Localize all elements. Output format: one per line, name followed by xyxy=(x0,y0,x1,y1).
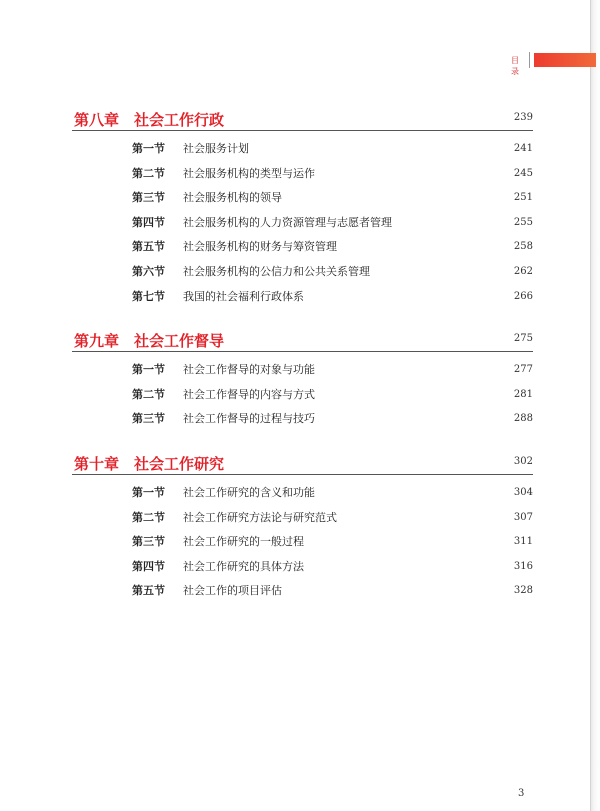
toc-entry[interactable] xyxy=(72,530,533,555)
section-page-number: 251 xyxy=(513,192,533,204)
header-divider xyxy=(529,52,530,68)
section-title: 社会工作研究的一般过程 xyxy=(183,535,304,549)
section-page-number: 304 xyxy=(513,487,533,498)
toc-entry[interactable] xyxy=(72,579,533,604)
section-number: 第五节 xyxy=(132,584,165,598)
toc-entry[interactable] xyxy=(72,555,533,580)
section-title: 社会工作研究方法论与研究范式 xyxy=(183,510,337,524)
toc-entry[interactable] xyxy=(72,211,533,236)
chapter-8 xyxy=(72,108,533,309)
section-number: 第五节 xyxy=(132,240,165,254)
toc-entry[interactable] xyxy=(72,186,533,211)
section-number: 第四节 xyxy=(132,215,165,229)
section-number: 第四节 xyxy=(132,559,165,573)
chapter-page-number: 302 xyxy=(513,456,533,467)
section-page-number: 262 xyxy=(513,265,533,277)
toc-entry[interactable] xyxy=(72,407,533,432)
chapter-page-number: 275 xyxy=(513,333,533,344)
section-list xyxy=(72,481,533,604)
toc-entry[interactable] xyxy=(72,285,533,310)
section-page-number: 281 xyxy=(513,388,533,400)
toc-entry[interactable] xyxy=(72,383,533,408)
section-title: 社会服务机构的公信力和公共关系管理 xyxy=(183,264,370,278)
section-title: 社会工作督导的内容与方式 xyxy=(183,387,315,401)
chapter-heading xyxy=(72,108,533,131)
toc-entry[interactable] xyxy=(72,137,533,162)
chapter-title[interactable]: 第八章 社会工作行政 xyxy=(74,111,225,129)
toc-entry[interactable] xyxy=(72,506,533,531)
section-number: 第三节 xyxy=(132,412,165,426)
section-number: 第七节 xyxy=(132,289,165,303)
section-number: 第一节 xyxy=(132,142,165,155)
chapter-title[interactable]: 第十章 社会工作研究 xyxy=(74,455,225,473)
section-title: 社会服务机构的财务与筹资管理 xyxy=(183,240,337,254)
section-number: 第三节 xyxy=(132,191,165,205)
section-title: 我国的社会福利行政体系 xyxy=(183,289,304,303)
page-folio: 3 xyxy=(518,788,525,799)
section-page-number: 255 xyxy=(513,216,533,228)
section-page-number: 307 xyxy=(513,511,533,523)
toc-entry[interactable] xyxy=(72,235,533,260)
section-page-number: 258 xyxy=(513,241,533,253)
section-title: 社会服务机构的人力资源管理与志愿者管理 xyxy=(183,215,392,229)
section-page-number: 266 xyxy=(513,290,533,302)
page-edge-line xyxy=(590,0,591,811)
section-title: 社会服务机构的类型与运作 xyxy=(183,166,315,180)
chapter-page-number: 239 xyxy=(513,112,533,123)
toc-entry[interactable] xyxy=(72,162,533,187)
section-number: 第三节 xyxy=(132,535,165,549)
toc-entry[interactable] xyxy=(72,481,533,506)
section-page-number: 245 xyxy=(513,167,533,179)
section-page-number: 241 xyxy=(513,143,533,154)
section-page-number: 316 xyxy=(513,560,533,572)
chapter-9 xyxy=(72,329,533,432)
section-title: 社会工作研究的具体方法 xyxy=(183,559,304,573)
section-title: 社会工作督导的对象与功能 xyxy=(183,363,315,376)
section-page-number: 311 xyxy=(513,536,533,548)
section-number: 第二节 xyxy=(132,510,165,524)
section-number: 第六节 xyxy=(132,264,165,278)
chapter-title[interactable]: 第九章 社会工作督导 xyxy=(74,332,225,350)
section-title: 社会服务计划 xyxy=(183,142,249,155)
chapter-heading xyxy=(72,329,533,352)
section-page-number: 277 xyxy=(513,364,533,375)
section-number: 第一节 xyxy=(132,486,165,499)
section-list xyxy=(72,137,533,309)
header-accent-bar xyxy=(534,53,596,67)
section-title: 社会工作研究的含义和功能 xyxy=(183,486,315,499)
section-list xyxy=(72,358,533,432)
section-number: 第二节 xyxy=(132,387,165,401)
section-title: 社会工作的项目评估 xyxy=(183,584,282,598)
toc-entry[interactable] xyxy=(72,260,533,285)
page-edge-shadow xyxy=(590,0,600,811)
section-title: 社会服务机构的领导 xyxy=(183,191,282,205)
section-page-number: 328 xyxy=(513,585,533,597)
section-title: 社会工作督导的过程与技巧 xyxy=(183,412,315,426)
section-page-number: 288 xyxy=(513,413,533,425)
chapter-10 xyxy=(72,452,533,604)
section-number: 第二节 xyxy=(132,166,165,180)
running-header-label: 目 录 xyxy=(511,56,523,76)
toc-entry[interactable] xyxy=(72,358,533,383)
chapter-heading xyxy=(72,452,533,475)
section-number: 第一节 xyxy=(132,363,165,376)
